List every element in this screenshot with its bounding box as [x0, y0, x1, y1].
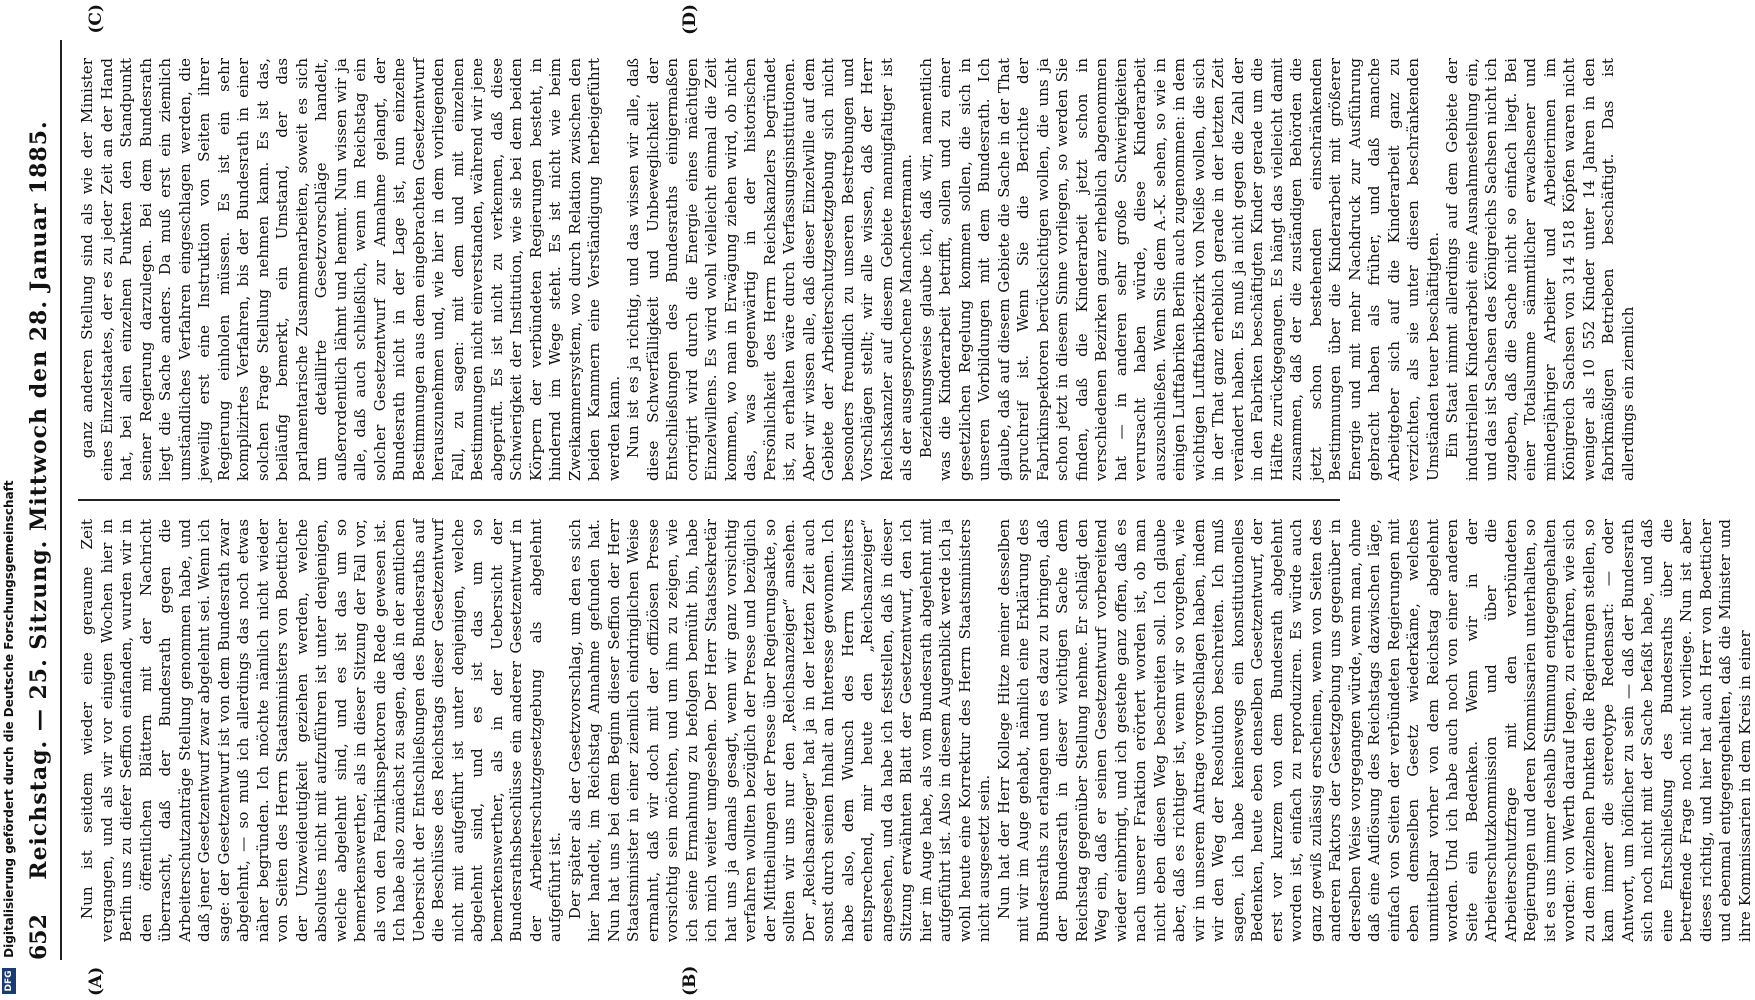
digitization-credit: Digitalisierung gefördert durch die Deutsche Forschungsgemeinschaft	[1, 480, 16, 958]
paragraph: Nun ist seitdem wieder eine geraume Zeit vergangen, und als wir vor einigen Wochen hier in Berlin uns zu diefer Seffion einfanden, wurden wir in den öffentlichen Blättern mit der Nachricht überrascht, daß der Bundesrath gegen die Arbeiterschutzanträge Stellung genommen habe, und daß jener Gesetzentwurf zwar abgelehnt sei. Wenn ich sage: der Gesetzentwurf ist von dem Bundesrath zwar abgelehnt, — so muß ich allerdings das noch etwas näher begründen. Ich möchte nämlich nicht wieder von Seiten des Herrn Staatsministers von Boetticher der Unzweideutigkeit geziehen werden, welche absolutes nicht mit aufzuführen ist unter denjenigen, welche abgelehnt sind, und es ist das um so bemerkenswerther, als in dieser Sitzung der Fall vor, als von den Fabrikinspektoren die Rede gewesen ist. Ich habe also zunächst zu sagen, daß in der amtlichen Uebersicht der Entschließungen des Bundesraths auf die Beschlüsse des Reichstags dieser Gesetzentwurf nicht mit aufgeführt ist unter denjenigen, welche abgelehnt sind, und es ist das um so bemerkenswerther, als in der Uebersicht der Bundesrathsbeschlüsse ein anderer Gesetzentwurf in der Arbeiterschutzgesetzgebung als abgelehnt aufgeführt ist.	[78, 519, 564, 942]
column-divider	[78, 499, 1340, 501]
paragraph: Der später als der Gesetzvorschlag, um den es sich hier handelt, im Reichstag Annahme gefunden hat. Nun hat uns bei dem Beginn dieser Seffion der Herr Staatsminister in einer ziemlich eindringlichen Weise ermahnt, daß wir doch mit der offiziösen Presse vorsichtig sein möchten, und um ihm zu zeigen, wie ich seine Ermahnung zu befolgen bemüht bin, habe ich mich weiter umgesehen. Der Herr Staatssekretär hat uns ja damals gesagt, wenn wir ganz vorsichtig verfahren wollten bezüglich der Presse und bezüglich der Mittheilungen der Presse über Regierungsakte, so sollten wir uns nur den „Reichsanzeiger“ ansehen. Der „Reichsanzeiger“ hat ja in der letzten Zeit auch sonst durch seinen Inhalt an Interesse gewonnen. Ich habe also, dem Wunsch des Herrn Ministers entsprechend, mir heute den „Reichsanzeiger“ angesehen, und da habe ich feststellen, daß in dieser Sitzung erwähnten Blatt der Gesetzentwurf, den ich hier im Auge habe, als vom Bundesrath abgelehnt mit aufgeführt ist. Also in diesem Augenblick werde ich ja wohl heute eine Korrektur des Herrn Staatsministers nicht ausgesetzt sein.	[565, 519, 993, 942]
text-columns	[78, 40, 1754, 960]
margin-marker-c: (C)	[86, 4, 106, 34]
paragraph: Nun hat der Herr Kollege Hitze meiner desselben mit wir im Auge gehabt, nämlich eine Erklärung des Bundesraths zu erlangen und es dazu zu bringen, daß der Bundesrath in dieser wichtigen Sache dem Reichstag gegenüber Stellung nehme. Er schlägt den Weg ein, daß er seinen Gesetzentwurf vorbereitend wieder einbringt, und ich gestehe ganz offen, daß es nach unserer Fraktion erörtert worden ist, ob man nicht eben diesen Weg beschreiten soll. Ich glaube aber, daß es richtiger ist, wenn wir so vorgehen, wie wir in unserem Antrage vorgeschlagen haben, indem wir den Weg der Resolution beschreiten. Ich muß sagen, ich habe keineswegs ein konstitutionelles Bedenken, heute eben denselben Gesetzentwurf, der erst vor kurzem von dem Bundesrath abgelehnt worden ist, einfach zu reproduziren. Es würde auch ganz gewiß zulässig erscheinen, wenn von Seiten des anderen Faktors der Gesetzgebung uns gegenüber in derselben Weise vorgegangen würde, wenn man, ohne daß eine Auflösung des Reichstags dazwischen läge, einfach von Seiten der verbündeten Regierungen mit eben demselben Gesetz wiederkäme, welches unmittelbar vorher von dem Reichstag abgelehnt worden. Und ich habe auch noch von einer anderen Seite ein Bedenken. Wenn wir in der Arbeiterschutzkommission und über die Arbeiterschutzfrage mit den verbündeten Regierungen und deren Kommissarien unterhalten, so ist es uns immer deshalb Stimmung entgegengehalten worden: von Werth darauf legen, zu erfahren, wie sich zu dem einzelnen Punkten die Regierungen stellen, so kam immer die stereotype Redensart: — oder Antwort, um höflicher zu sein — daß der Bundesrath sich noch nicht mit der Sache befaßt habe, und daß eine Entschließung des Bundesraths über die betreffende Frage noch nicht vorliege. Nun ist aber dieses richtig, und hier hat auch Herr von Boetticher und ebenmal entgegengehalten, daß die Minister und ihre Kommissarien in dem Kreis in einer	[994, 519, 1754, 942]
paragraph: Beziehungsweise glaube ich, daß wir, namentlich was die Kinderarbeit betrifft, sollen und zu einer gesetzlichen Regelung kommen sollen, die sich in unseren Vorbildungen mit dem Bundesrath. Ich glaube, daß auf diesem Gebiete die Sache in der That spruchreif ist. Wenn Sie die Berichte der Fabrikinspektoren berücksichtigen wollen, die uns ja schon jetzt in diesem Sinne vorliegen, so werden Sie finden, daß die Kinderarbeit jetzt schon in verschiedenen Bezirken ganz erheblich abgenommen hat — in anderen sehr große Schwierigkeiten verursacht haben würde, diese Kinderarbeit auszuschließen. Wenn Sie dem A.-K. sehen, so wie in einigen Luftfabriken Berlin auch zugenommen: in dem wichtigen Luftfabrikbezirk von Neiße wollen, die sich in der That ganz erheblich gerade in der letzten Zeit verändert haben. Es muß ja nicht gegen die Zahl der in den Fabriken beschäftigten Kinder gerade um die Hälfte zurückgegangen. Es hängt das vielleicht damit zusammen, daß der die zuständigen Behörden die jetzt schon bestehenden einschränkenden Bestimmungen über die Kinderarbeit mit größerer Energie und mit mehr Nachdruck zur Ausführung gebracht haben als früher, und daß manche Arbeitgeber sich auf die Kinderarbeit ganz zu verzichten, als sie unter diesen beschränkenden Umständen teuer beschäftigten.	[916, 58, 1442, 481]
left-column	[78, 501, 1754, 960]
dfg-logo: DFG	[2, 968, 16, 994]
page-title: Reichstag. — 25. Sitzung. Mittwoch den 28. Januar 1885.	[26, 120, 52, 880]
margin-marker-a: (A)	[86, 966, 106, 996]
page-number: 652	[26, 914, 52, 960]
margin-marker-d: (D)	[680, 4, 700, 35]
paragraph: ganz anderen Stellung sind als wie der Minister eines Einzelstaates, der es zu jeder Zeit an der Hand hat, bei allen einzelnen Punkten den Standpunkt seiner Regierung darzulegen. Bei dem Bundesrath liegt die Sache anders. Da muß erst ein ziemlich umständliches Verfahren eingeschlagen werden, die jeweilig erst eine Instruktion von Seiten ihrer Regierung einholen müssen. Es ist ein sehr komplizirtes Verfahren, bis der Bundesrath in einer solchen Frage Stellung nehmen kann. Es ist das, beiläufig bemerkt, ein Umstand, der das parlamentarische Zusammenarbeiten, soweit es sich um detaillirte Gesetzvorschläge handelt, außerordentlich lähmt und hemmt. Nun wissen wir ja alle, daß auch schließlich, wenn im Reichstag ein solcher Gesetzentwurf zur Annahme gelangt, der Bundesrath nicht in der Lage ist, nun einzelne Bestimmungen aus dem eingebrachten Gesetzentwurf herauszunehmen und, wie hier in dem vorliegenden Fall, zu sagen: mit dem und mit einzelnen Bestimmungen nicht einverstanden, während wir jene abgeprüft. Es ist nicht zu verkennen, daß diese Schwierigkeit der Institution, wie sie bei dem beiden Körpern der verbündeten Regierungen besteht, in hindernd im Wege steht. Es ist nicht wie beim Zweikammersystem, wo durch Relation zwischen den beiden Kammern eine Verständigung herbeigeführt werden kann.	[78, 58, 623, 481]
paragraph: Ein Staat nimmt allerdings auf dem Gebiete der industriellen Kinderarbeit eine Ausnahmestellung ein, und das ist Sachsen des Königreichs Sachsen nicht ich zugeben, daß die Sache nicht so einfach liegt. Bei einer Totalsumme sämmtlicher erwachsener und minderjähriger Arbeiter und Arbeiterinnen im Königreich Sachsen von 314 518 Köpfen waren nicht weniger als 10 552 Kinder unter 14 Jahren in den fabrikmäßigen Betrieben beschäftigt. Das ist allerdings ein ziemlich	[1443, 58, 1637, 481]
paragraph: Nun ist es ja richtig, und das wissen wir alle, daß diese Schwerfälligkeit und Unbeweglichkeit der Entschließungen des Bundesraths einigermaßen corrigirt wird durch die Energie eines mächtigen Einzelwillens. Es wird wohl vielleicht einmal die Zeit kommen, wo man in Erwägung ziehen wird, ob nicht das, was gegenwärtig in der historischen Persönlichkeit des Herrn Reichskanzlers begründet ist, zu erhalten wäre durch Verfassungsinstitutionen. Aber wir wissen alle, daß dieser Einzelwille auf dem Gebiete der Arbeiterschutzgesetzgebung sich nicht besonders freundlich zu unseren Bestrebungen und Vorschlägen stellt; wir alle wissen, daß der Herr Reichskanzler auf diesem Gebiete mannigfaltiger ist als der ausgesprochene Manchestermann.	[624, 58, 915, 481]
margin-marker-b: (B)	[680, 965, 700, 996]
footer-credit-strip	[1, 0, 21, 1000]
right-column	[78, 40, 1637, 499]
page-header	[20, 40, 62, 960]
